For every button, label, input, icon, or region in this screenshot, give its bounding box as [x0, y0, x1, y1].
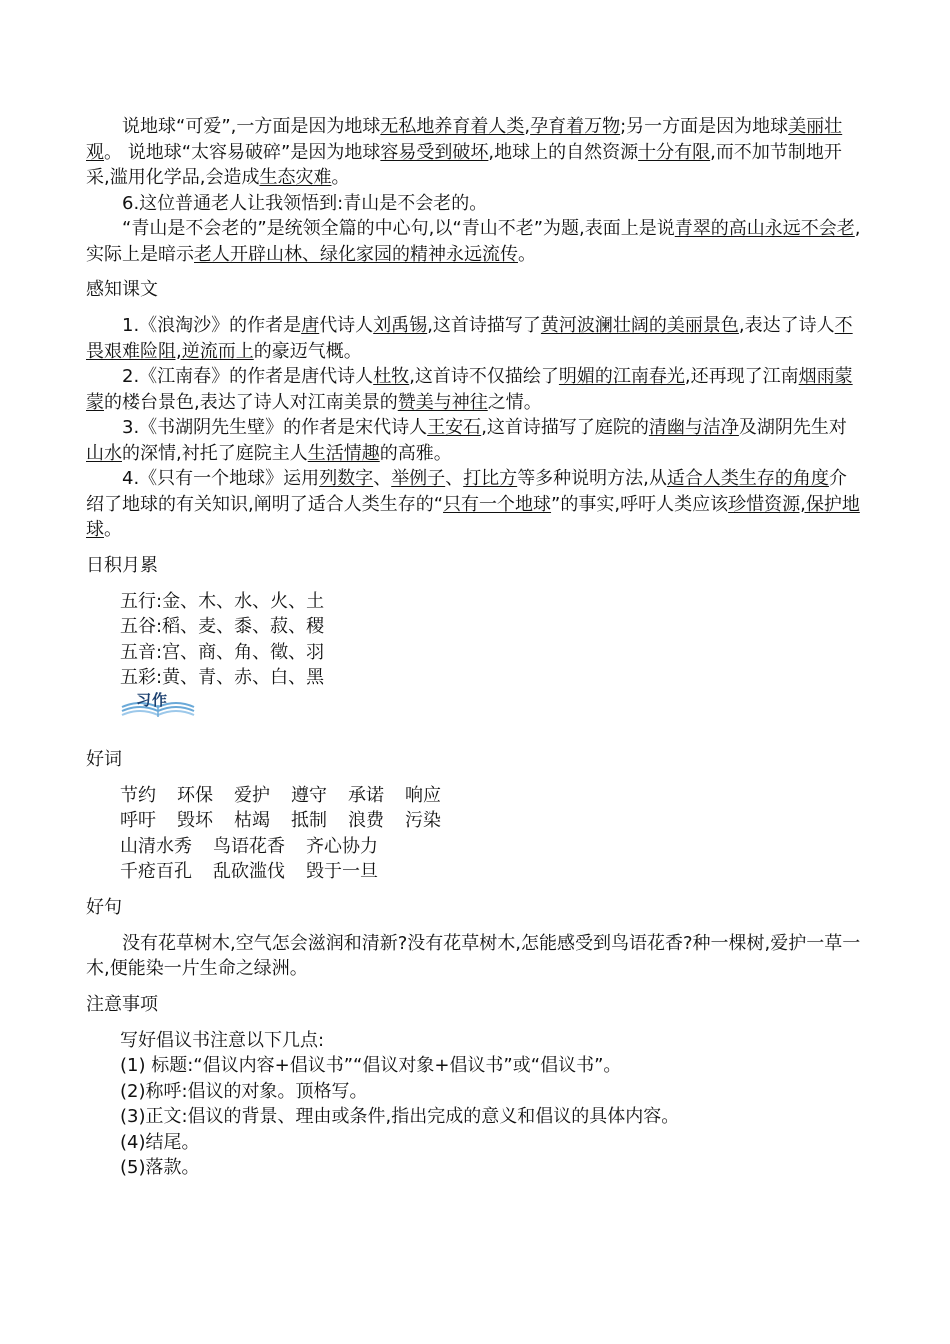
list-item: [86, 466, 864, 543]
underlined-answer: 赞美与神往: [397, 391, 488, 413]
text: 4.《只有一个地球》运用: [122, 468, 320, 489]
word: 爱护: [234, 784, 270, 806]
good-sentence: 没有花草树木,空气怎会滋润和清新?没有花草树木,怎能感受到鸟语花香?种一棵树,爱护一草一木,便能染一片生命之绿洲。: [86, 932, 861, 979]
text: ,实际上是暗示: [86, 218, 861, 265]
list-item: [86, 313, 864, 364]
underlined-answer: 美丽壮观: [86, 116, 843, 163]
word: 污染: [405, 810, 441, 831]
heading-daily-accumulation: 日积月累: [86, 554, 158, 576]
list-item: [86, 364, 864, 415]
underlined-answer: 老人开辟山林、绿化家园的精神永远流传: [194, 243, 518, 265]
word: 毁坏: [177, 810, 213, 831]
text: 。 说地球“太容易破碎”是因为地球: [104, 141, 381, 163]
text: 及湖阴先生对: [738, 417, 847, 438]
text: 3.《书湖阴先生壁》的作者是宋代诗人: [122, 417, 428, 438]
accumulation-list: [86, 589, 864, 691]
text: 等多种说明方法,从: [517, 468, 667, 489]
word: 环保: [177, 784, 213, 806]
underlined-answer: 举例子: [391, 468, 446, 489]
list-item: [86, 415, 864, 466]
text: 的深情,衬托了庭院主人: [122, 442, 308, 464]
word: 山清水秀: [120, 835, 192, 857]
text: ,: [524, 116, 531, 137]
underlined-answer: 黄河波澜壮阔的美丽景色: [540, 315, 739, 336]
underlined-answer: 列数字: [319, 468, 374, 489]
badge-label: 习作: [136, 690, 169, 709]
heading-good-words: 好词: [86, 748, 122, 770]
word: 千疮百孔: [120, 861, 192, 882]
text: 1.《浪淘沙》的作者是: [122, 315, 302, 336]
underlined-answer: 只有一个地球: [443, 493, 552, 515]
text: 代诗人: [319, 315, 374, 336]
text: 、: [445, 468, 464, 489]
heading-good-sentences: 好句: [86, 896, 122, 918]
underlined-answer: 适合人类生存的角度: [666, 468, 829, 489]
text: “青山是不会老的”是统领全篇的中心句,以“青山不老”为题,表面上是说: [122, 218, 675, 239]
list-item: (3)正文:倡议的背景、理由或条件,指出完成的意义和倡议的具体内容。: [120, 1106, 680, 1127]
text: ,这首诗描写了: [427, 315, 541, 336]
text: 。: [518, 243, 536, 265]
text: 介绍了地球的有关知识,阐明了适合人类生存的“: [86, 468, 847, 515]
underlined-answer: 不畏艰难险阻,逆流而上: [86, 315, 853, 362]
underlined-answer: 孕育着万物: [530, 116, 621, 137]
list-item: 五音:宫、商、角、徵、羽: [120, 641, 325, 663]
text: ,还再现了江南: [684, 366, 799, 387]
word: 抵制: [291, 810, 327, 831]
text: 、: [373, 468, 392, 489]
word: 枯竭: [234, 810, 270, 831]
text: 。: [104, 519, 122, 540]
underlined-answer: 烟雨蒙蒙: [86, 366, 853, 413]
underlined-answer: 山水: [86, 442, 122, 464]
list-item: (2)称呼:倡议的对象。顶格写。: [120, 1080, 368, 1102]
text: 说地球“可爱”,一方面是因为地球: [122, 116, 381, 137]
writing-section-badge: [118, 691, 198, 725]
word: 齐心协力: [306, 835, 378, 857]
underlined-answer: 清幽与洁净: [648, 417, 739, 438]
text: 2.《江南春》的作者是唐代诗人: [122, 366, 374, 387]
word: 呼吁: [120, 810, 156, 831]
paragraph-green-hill: [86, 216, 864, 267]
heading-perceive-text: 感知课文: [86, 279, 158, 300]
underlined-answer: 生态灾难: [259, 167, 332, 188]
underlined-answer: 明媚的江南春光: [558, 366, 685, 387]
text: ,这首诗描写了庭院的: [481, 417, 649, 438]
word-row: [120, 783, 864, 809]
paragraph-earth: [86, 114, 864, 191]
paragraph-old-man: 6.这位普通老人让我领悟到:青山是不会老的。: [122, 192, 488, 214]
list-item: 五彩:黄、青、赤、白、黑: [120, 667, 325, 688]
underlined-answer: 容易受到破坏: [380, 141, 489, 163]
heading-notes: 注意事项: [86, 993, 158, 1015]
text: 的楼台景色,表达了诗人对江南美景的: [104, 391, 398, 413]
notes-list: [86, 1028, 864, 1181]
document-page: [86, 114, 864, 1181]
text: 的高雅。: [379, 442, 452, 464]
good-words-list: [86, 783, 864, 885]
underlined-answer: 杜牧: [373, 366, 410, 387]
list-item: (5)落款。: [120, 1157, 200, 1178]
underlined-answer: 唐: [301, 315, 320, 336]
list-item: 五谷:稻、麦、黍、菽、稷: [120, 616, 325, 637]
word: 毁于一旦: [306, 861, 378, 882]
word: 节约: [120, 784, 156, 806]
text: ,地球上的自然资源: [488, 141, 639, 163]
list-item: (1) 标题:“倡议内容+倡议书”“倡议对象+倡议书”或“倡议书”。: [120, 1055, 622, 1076]
word: 浪费: [348, 810, 384, 831]
list-item: 写好倡议书注意以下几点:: [120, 1029, 325, 1051]
word-row: [120, 808, 864, 834]
word: 鸟语花香: [213, 835, 285, 857]
underlined-answer: 刘禹锡: [373, 315, 428, 336]
word-row: [120, 834, 864, 860]
text: 的豪迈气概。: [253, 340, 362, 362]
underlined-answer: 十分有限: [638, 141, 711, 163]
list-item: (4)结尾。: [120, 1131, 200, 1153]
text: ”的事实,呼吁人类应该: [551, 493, 729, 515]
word-row: [120, 859, 864, 885]
perceive-text-list: [86, 313, 864, 543]
text: 之情。: [487, 391, 542, 413]
text: ;另一方面是因为地球: [620, 116, 789, 137]
text: 。: [331, 167, 350, 188]
underlined-answer: 王安石: [427, 417, 482, 438]
word: 乱砍滥伐: [213, 861, 285, 882]
text: ,而不加节制地开采,滥用化学品,会造成: [86, 141, 842, 188]
underlined-answer: 珍惜资源,保护地球: [86, 493, 860, 540]
underlined-answer: 无私地养育着人类: [380, 116, 525, 137]
word: 承诺: [348, 784, 384, 806]
word: 响应: [405, 784, 441, 806]
text: ,这首诗不仅描绘了: [409, 366, 559, 387]
underlined-answer: 生活情趣: [307, 442, 380, 464]
list-item: 五行:金、木、水、火、土: [120, 590, 325, 612]
word: 遵守: [291, 784, 327, 806]
text: ,表达了诗人: [738, 315, 835, 336]
underlined-answer: 打比方: [463, 468, 518, 489]
underlined-answer: 青翠的高山永远不会老: [674, 218, 855, 239]
